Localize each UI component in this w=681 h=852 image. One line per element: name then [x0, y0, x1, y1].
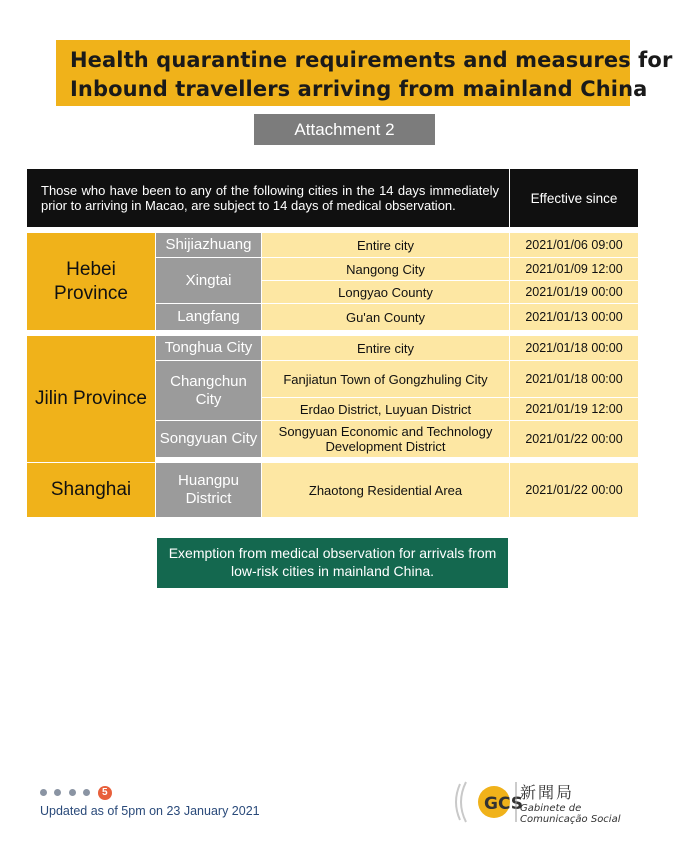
updated-timestamp: Updated as of 5pm on 23 January 2021	[40, 804, 260, 818]
page-dot	[40, 789, 47, 796]
page-title-line2: Inbound travellers arriving from mainland China	[70, 77, 648, 101]
page-title-banner	[56, 40, 673, 106]
date-cell: 2021/01/22 00:00	[510, 463, 639, 518]
city-langfang: Langfang	[156, 304, 262, 331]
attachment-label: Attachment 2	[254, 114, 435, 145]
table-row	[27, 336, 639, 361]
quarantine-table	[26, 168, 639, 518]
date-cell: 2021/01/19 12:00	[510, 398, 639, 421]
province-hebei: Hebei Province	[27, 233, 156, 331]
table-row	[27, 233, 639, 258]
date-cell: 2021/01/18 00:00	[510, 336, 639, 361]
header-effective-since: Effective since	[510, 169, 639, 228]
city-tonghua: Tonghua City	[156, 336, 262, 361]
province-jilin: Jilin Province	[27, 336, 156, 463]
table-header-row	[27, 169, 639, 228]
province-shanghai: Shanghai	[27, 463, 156, 518]
area-cell: Nangong City	[262, 258, 510, 281]
date-cell: 2021/01/06 09:00	[510, 233, 639, 258]
city-huangpu: Huangpu District	[156, 463, 262, 518]
area-cell: Zhaotong Residential Area	[262, 463, 510, 518]
date-cell: 2021/01/13 00:00	[510, 304, 639, 331]
exemption-note: Exemption from medical observation for arrivals from low-risk cities in mainland China.	[157, 538, 508, 588]
logo-initials: GCS	[484, 794, 523, 814]
page-indicator	[40, 784, 112, 800]
area-cell: Entire city	[262, 336, 510, 361]
date-cell: 2021/01/18 00:00	[510, 361, 639, 398]
page-title-line1: Health quarantine requirements and measures for	[70, 48, 673, 72]
area-cell: Gu'an County	[262, 304, 510, 331]
page-dot	[83, 789, 90, 796]
area-cell: Songyuan Economic and Technology Development District	[262, 421, 510, 458]
area-cell: Fanjiatun Town of Gongzhuling City	[262, 361, 510, 398]
area-cell: Erdao District, Luyuan District	[262, 398, 510, 421]
date-cell: 2021/01/22 00:00	[510, 421, 639, 458]
logo-portuguese-name: Gabinete de Comunicação Social	[520, 803, 621, 825]
date-cell: 2021/01/09 12:00	[510, 258, 639, 281]
header-description: Those who have been to any of the following cities in the 14 days immediately prior to arriving in Macao, are subject to 14 days of medical observation.	[27, 169, 510, 228]
area-cell: Longyao County	[262, 281, 510, 304]
logo-chinese-name: 新聞局	[520, 783, 575, 802]
area-cell: Entire city	[262, 233, 510, 258]
date-cell: 2021/01/19 00:00	[510, 281, 639, 304]
city-shijiazhuang: Shijiazhuang	[156, 233, 262, 258]
city-changchun: Changchun City	[156, 361, 262, 421]
gcs-logo-text	[520, 780, 630, 825]
current-page-badge: 5	[98, 786, 112, 800]
table-row	[27, 463, 639, 518]
page-dot	[54, 789, 61, 796]
city-xingtai: Xingtai	[156, 258, 262, 304]
city-songyuan: Songyuan City	[156, 421, 262, 458]
page-dot	[69, 789, 76, 796]
